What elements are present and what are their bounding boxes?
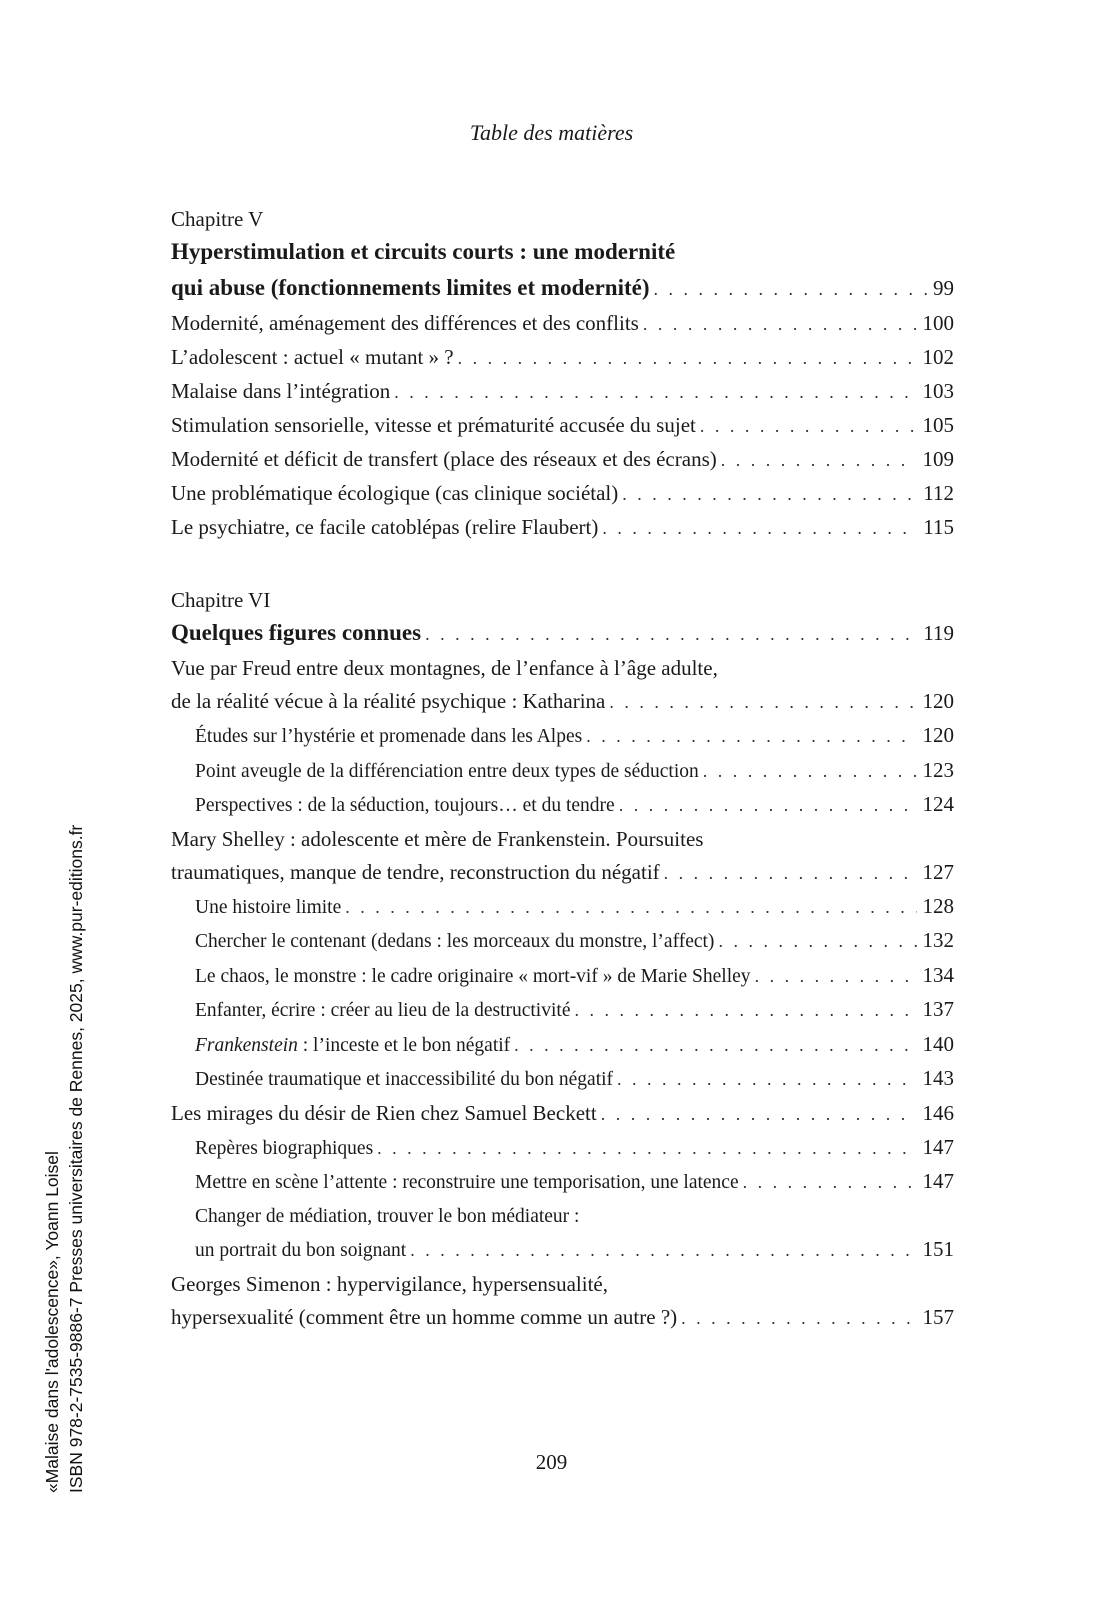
leader-dots xyxy=(622,478,917,511)
entry-text: Le psychiatre, ce facile catoblépas (relire Flaubert) xyxy=(171,515,599,539)
chapter-number: Chapitre VI xyxy=(171,588,271,612)
page-number: 105 xyxy=(922,413,954,437)
leader-dots xyxy=(394,376,916,409)
page-number: 112 xyxy=(923,481,954,505)
chapter-title-line: Hyperstimulation et circuits courts : une modernité xyxy=(171,239,676,264)
page-number: 120 xyxy=(922,723,954,747)
leader-dots xyxy=(643,308,917,341)
entry-text: Destinée traumatique et inaccessibilité du bon négatif xyxy=(195,1069,614,1090)
chapter-title-line: qui abuse (fonctionnements limites et modernité) xyxy=(171,275,650,300)
page-number: 147 xyxy=(922,1169,954,1193)
leader-dots xyxy=(377,1132,916,1166)
section-text-line: Vue par Freud entre deux montagnes, de l’enfance à l’âge adulte, xyxy=(171,656,718,680)
entry-text xyxy=(195,1029,510,1063)
page-number: 124 xyxy=(922,792,954,816)
toc-subentry xyxy=(171,754,954,789)
toc-subentry xyxy=(171,959,954,994)
entry-text: Perspectives : de la séduction, toujours… et du tendre xyxy=(195,795,615,816)
toc-subentry xyxy=(171,719,954,754)
toc-subentry xyxy=(171,924,954,959)
leader-dots xyxy=(703,755,917,789)
toc-subentry xyxy=(171,1028,954,1063)
page-number: 100 xyxy=(922,311,954,335)
entry-text: traumatiques, manque de tendre, reconstruction du négatif xyxy=(171,859,660,884)
page-number: 99 xyxy=(933,276,954,300)
page-number: 102 xyxy=(922,345,954,369)
toc-subentry xyxy=(171,993,954,1028)
toc-subentry xyxy=(171,1062,954,1097)
subentry-text-line: Changer de médiation, trouver le bon médiateur : xyxy=(195,1205,580,1227)
entry-text: Mettre en scène l’attente : reconstruire une temporisation, une latence xyxy=(195,1172,739,1193)
leader-dots xyxy=(609,686,916,719)
leader-dots xyxy=(619,789,917,823)
italic-title: Frankenstein xyxy=(195,1034,298,1056)
entry-text: hypersexualité (comment être un homme comme un autre ?) xyxy=(171,1304,678,1329)
entry-text-rest: : l’inceste et le bon négatif xyxy=(297,1034,511,1056)
page-number: 127 xyxy=(922,859,954,884)
entry-text: Chercher le contenant (dedans : les morceaux du monstre, l’affect) xyxy=(195,931,715,952)
leader-dots xyxy=(425,616,917,652)
toc-entry xyxy=(171,409,954,443)
entry-text: un portrait du bon soignant xyxy=(195,1240,407,1261)
page-number: 134 xyxy=(922,962,954,987)
page-number: 115 xyxy=(923,515,954,539)
page-number: 123 xyxy=(922,757,954,782)
toc-entry xyxy=(171,856,954,890)
entry-text: Malaise dans l’intégration xyxy=(171,379,391,403)
leader-dots xyxy=(700,410,917,443)
toc-subentry xyxy=(171,890,954,925)
entry-text: de la réalité vécue à la réalité psychique : Katharina xyxy=(171,689,606,713)
leader-dots xyxy=(755,960,917,994)
leader-dots xyxy=(601,1098,917,1131)
entry-text: Les mirages du désir de Rien chez Samuel Beckett xyxy=(171,1100,597,1125)
entry-text: Une histoire limite xyxy=(195,896,342,918)
leader-dots xyxy=(574,994,916,1028)
toc-entry xyxy=(171,477,954,511)
toc-subentry xyxy=(171,1165,954,1200)
leader-dots xyxy=(345,891,916,925)
leader-dots xyxy=(664,857,917,890)
toc-entry xyxy=(171,375,954,409)
section-text-line: Georges Simenon : hypervigilance, hypersensualité, xyxy=(171,1271,609,1296)
entry-text: Modernité, aménagement des différences et des conflits xyxy=(171,311,639,335)
leader-dots xyxy=(514,1029,916,1063)
entry-text: Modernité et déficit de transfert (place des réseaux et des écrans) xyxy=(171,447,717,471)
leader-dots xyxy=(743,1166,917,1200)
page-number: 132 xyxy=(922,928,954,952)
leader-dots xyxy=(602,512,917,545)
running-head: Table des matières xyxy=(469,120,634,145)
leader-dots xyxy=(586,720,916,754)
copyright-side-note xyxy=(40,693,88,1493)
entry-text: Enfanter, écrire : créer au lieu de la destructivité xyxy=(195,1000,571,1021)
side-note-line: ISBN 978-2-7535-9886-7 Presses universitaires de Rennes, 2025, www.pur-editions.fr xyxy=(66,824,86,1493)
entry-text: Une problématique écologique (cas clinique sociétal) xyxy=(171,481,619,505)
chapter-number: Chapitre V xyxy=(171,207,264,231)
entry-text: Stimulation sensorielle, vitesse et prématurité accusée du sujet xyxy=(171,413,696,437)
entry-text: Études sur l’hystérie et promenade dans les Alpes xyxy=(195,726,583,747)
page-number: 140 xyxy=(922,1031,954,1056)
leader-dots xyxy=(617,1063,916,1097)
page-number: 128 xyxy=(922,893,954,918)
toc-entry xyxy=(171,1301,954,1335)
toc-subentry xyxy=(171,1131,954,1166)
leader-dots xyxy=(410,1234,916,1268)
page-number: 103 xyxy=(922,379,954,403)
toc-entry xyxy=(171,685,954,719)
leader-dots xyxy=(458,342,917,375)
chapter-6 xyxy=(171,585,954,1335)
chapter-title-entry xyxy=(171,270,954,307)
entry-text: Le chaos, le monstre : le cadre originaire « mort-vif » de Marie Shelley xyxy=(195,965,751,987)
toc-subentry xyxy=(171,1233,954,1268)
leader-dots xyxy=(654,271,928,307)
toc-entry xyxy=(171,307,954,341)
toc-entry xyxy=(171,443,954,477)
page-number: 109 xyxy=(922,447,954,471)
page-number: 151 xyxy=(922,1237,954,1261)
side-note-line: «Malaise dans l'adolescence», Yoann Loisel xyxy=(42,1151,62,1493)
entry-text: Point aveugle de la différenciation entre deux types de séduction xyxy=(195,760,699,782)
leader-dots xyxy=(721,444,917,477)
toc-entry xyxy=(171,511,954,545)
chapter-title-entry xyxy=(171,615,954,652)
page-number: 157 xyxy=(922,1304,954,1329)
chapter-title: Quelques figures connues xyxy=(171,620,422,645)
chapter-5 xyxy=(171,204,954,545)
toc-subentry xyxy=(171,788,954,823)
page-number: 146 xyxy=(922,1100,954,1125)
page-number: 120 xyxy=(922,689,954,713)
page-number: 147 xyxy=(922,1134,954,1159)
leader-dots xyxy=(718,925,916,959)
entry-text: Repères biographiques xyxy=(195,1137,374,1159)
page-number-folio: 209 xyxy=(535,1450,568,1474)
page-number: 143 xyxy=(922,1066,954,1090)
table-of-contents xyxy=(171,204,954,1375)
section-text-line: Mary Shelley : adolescente et mère de Frankenstein. Poursuites xyxy=(171,826,704,851)
toc-entry xyxy=(171,1097,954,1131)
leader-dots xyxy=(681,1302,916,1335)
toc-entry xyxy=(171,341,954,375)
entry-text: L’adolescent : actuel « mutant » ? xyxy=(171,345,454,369)
page-number: 119 xyxy=(923,621,954,645)
page-number: 137 xyxy=(922,997,954,1021)
